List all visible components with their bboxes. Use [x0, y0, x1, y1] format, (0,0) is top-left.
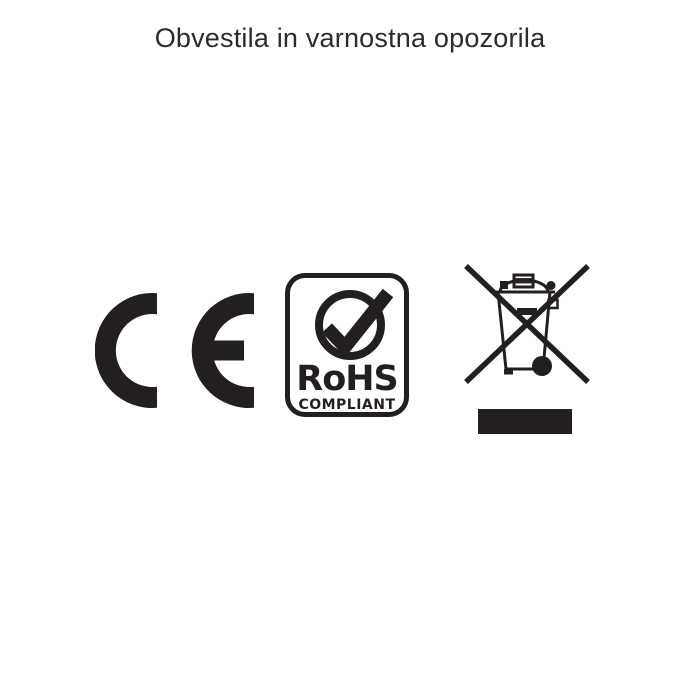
weee-crossed-bin-icon [462, 258, 598, 438]
rohs-badge [285, 273, 409, 417]
rohs-label: RoHS [296, 359, 398, 399]
rohs-compliant-label: COMPLIANT [298, 397, 396, 413]
ce-mark-icon [95, 293, 254, 408]
underline-bar [478, 409, 572, 434]
page-title: Obvestila in varnostna opozorila [154, 23, 546, 53]
ce-letter-c [95, 293, 157, 408]
ce-letter-e-bar [208, 341, 244, 361]
